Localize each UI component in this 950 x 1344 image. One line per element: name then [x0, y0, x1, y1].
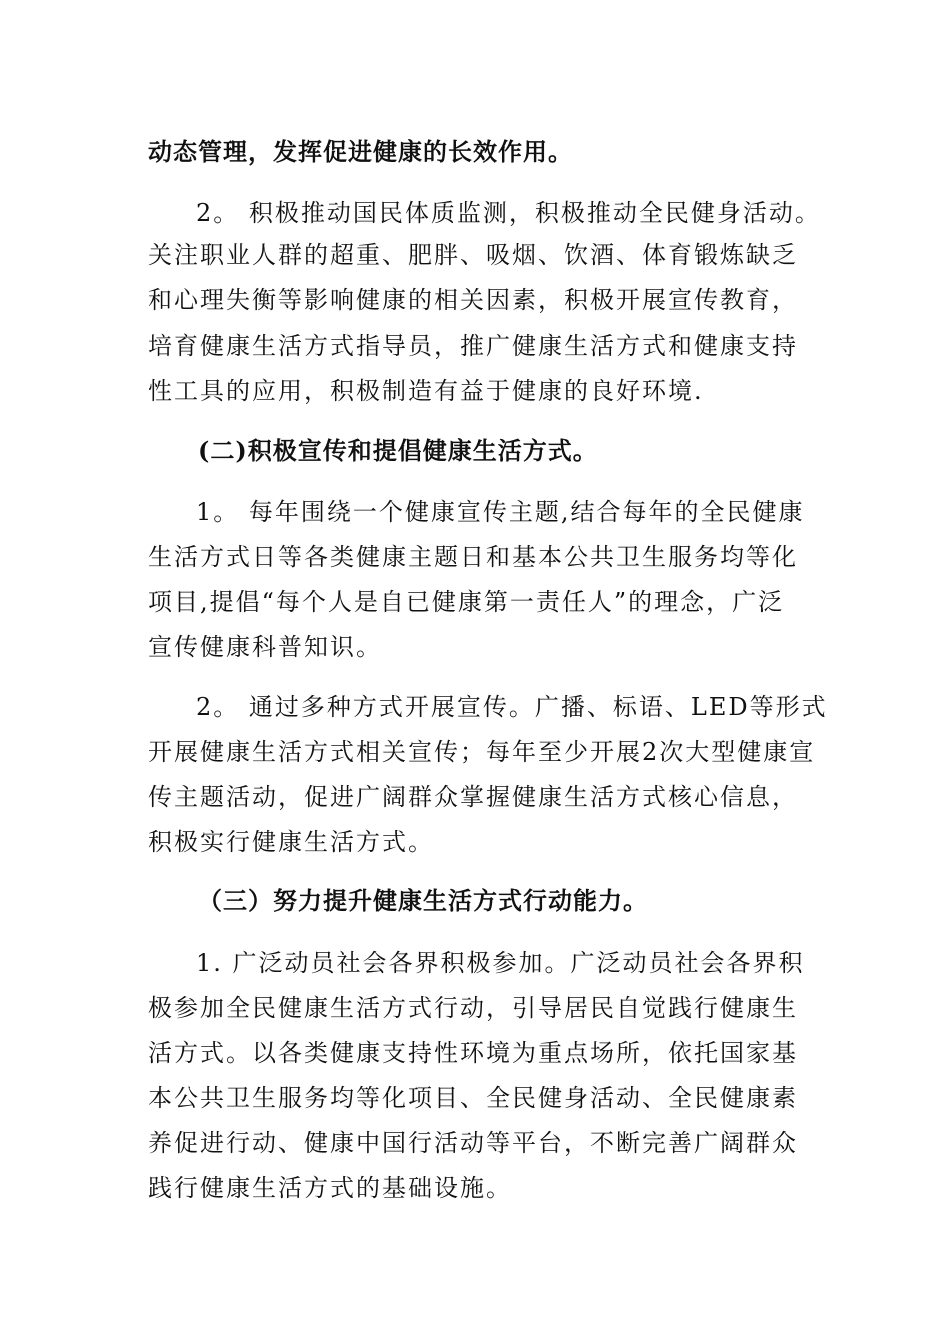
paragraph-line: 宣传健康科普知识。 — [148, 633, 382, 661]
paragraph-line: 极参加全民健康生活方式行动，引导居民自觉践行健康生 — [148, 994, 798, 1022]
paragraph-line: 项目,提倡“每个人是自已健康第一责任人”的理念，广泛 — [148, 588, 785, 616]
paragraph-line: 和心理失衡等影响健康的相关因素，积极开展宣传教育， — [148, 286, 798, 314]
paragraph-line: 动态管理，发挥促进健康的长效作用。 — [148, 137, 573, 166]
paragraph-line: 生活方式日等各类健康主题日和基本公共卫生服务均等化 — [148, 543, 798, 571]
paragraph-line: 2。 通过多种方式开展宣传。广播、标语、LED等形式 — [196, 693, 828, 721]
paragraph-line: 践行健康生活方式的基础设施。 — [148, 1174, 512, 1202]
paragraph-line: 养促进行动、健康中国行活动等平台，不断完善广阔群众 — [148, 1129, 798, 1157]
section-heading: (二)积极宣传和提倡健康生活方式。 — [198, 436, 598, 465]
paragraph-line: 1。 每年围绕一个健康宣传主题,结合每年的全民健康 — [196, 498, 805, 526]
paragraph-line: 活方式。以各类健康支持性环境为重点场所，依托国家基 — [148, 1039, 798, 1067]
paragraph-line: 2。 积极推动国民体质监测，积极推动全民健身活动。 — [196, 199, 821, 227]
paragraph-line: 1. 广泛动员社会各界积极参加。广泛动员社会各界积 — [196, 949, 805, 977]
paragraph-line: 本公共卫生服务均等化项目、全民健身活动、全民健康素 — [148, 1084, 798, 1112]
paragraph-line: 开展健康生活方式相关宣传；每年至少开展2次大型健康宣 — [148, 738, 816, 766]
paragraph-line: 性工具的应用，积极制造有益于健康的良好环境. — [148, 377, 704, 405]
paragraph-line: 关注职业人群的超重、肥胖、吸烟、饮酒、体育锻炼缺乏 — [148, 241, 798, 269]
section-heading: （三）努力提升健康生活方式行动能力。 — [198, 886, 648, 915]
paragraph-line: 传主题活动，促进广阔群众掌握健康生活方式核心信息， — [148, 783, 798, 811]
paragraph-line: 积极实行健康生活方式。 — [148, 828, 434, 856]
paragraph-line: 培育健康生活方式指导员，推广健康生活方式和健康支持 — [148, 332, 798, 360]
